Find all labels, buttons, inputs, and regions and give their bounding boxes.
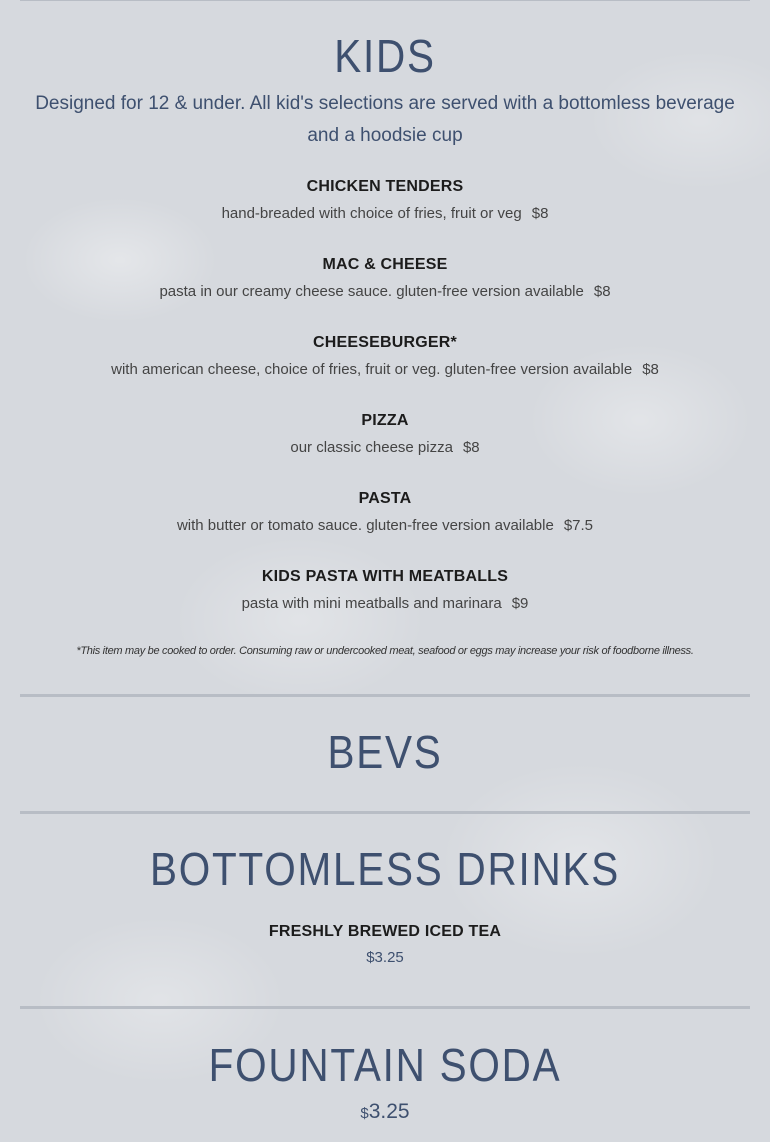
item-name: PASTA bbox=[358, 490, 412, 507]
price-currency-symbol: $ bbox=[360, 1105, 369, 1122]
menu-item-iced-tea bbox=[0, 921, 770, 970]
menu-item-pasta bbox=[0, 488, 770, 538]
item-description: our classic cheese pizza $8 bbox=[290, 439, 480, 456]
item-name: PIZZA bbox=[361, 412, 409, 429]
menu-item-chicken-tenders bbox=[0, 176, 770, 226]
item-description: with american cheese, choice of fries, fruit or veg. gluten-free version available $8 bbox=[111, 361, 659, 378]
kids-intro-text: Designed for 12 & under. All kid's selections are served with a bottomless beverage and a hoodsie cup bbox=[35, 93, 735, 146]
item-description: pasta in our creamy cheese sauce. gluten-free version available $8 bbox=[159, 283, 611, 300]
item-price: $8 bbox=[462, 439, 480, 456]
top-divider bbox=[20, 0, 750, 1]
menu-item-kids-pasta-meatballs bbox=[0, 566, 770, 616]
item-description: with butter or tomato sauce. gluten-free version available $7.5 bbox=[176, 517, 594, 534]
item-price: $8 bbox=[593, 283, 611, 300]
item-name: FRESHLY BREWED ICED TEA bbox=[268, 923, 502, 940]
section-divider bbox=[20, 811, 750, 814]
fountain-soda-title: FOUNTAIN SODA bbox=[208, 1039, 562, 1091]
item-name: CHEESEBURGER* bbox=[313, 334, 457, 351]
section-divider bbox=[20, 1006, 750, 1009]
price-value: 3.25 bbox=[368, 1100, 410, 1123]
food-safety-disclaimer: *This item may be cooked to order. Consuming raw or undercooked meat, seafood or eggs may increase your risk of foodborne illness. bbox=[76, 645, 694, 657]
item-name: KIDS PASTA WITH MEATBALLS bbox=[261, 568, 509, 585]
bottomless-drinks-title: BOTTOMLESS DRINKS bbox=[149, 843, 621, 895]
item-price: $9 bbox=[511, 595, 529, 612]
item-name: MAC & CHEESE bbox=[322, 256, 448, 273]
bevs-section-title: BEVS bbox=[327, 726, 443, 778]
menu-item-mac-cheese bbox=[0, 254, 770, 304]
item-price: $8 bbox=[642, 361, 659, 378]
item-name: CHICKEN TENDERS bbox=[306, 178, 464, 195]
menu-item-cheeseburger bbox=[0, 332, 770, 382]
section-divider bbox=[20, 694, 750, 697]
item-price: $7.5 bbox=[563, 517, 594, 534]
item-description: hand-breaded with choice of fries, fruit or veg $8 bbox=[221, 205, 549, 222]
item-description: pasta with mini meatballs and marinara $9 bbox=[241, 595, 529, 612]
menu-item-pizza bbox=[0, 410, 770, 460]
item-price: $8 bbox=[531, 205, 549, 222]
kids-section-title: KIDS bbox=[334, 30, 436, 82]
item-price: $3.25 bbox=[366, 949, 404, 966]
fountain-soda-price bbox=[0, 1100, 770, 1124]
